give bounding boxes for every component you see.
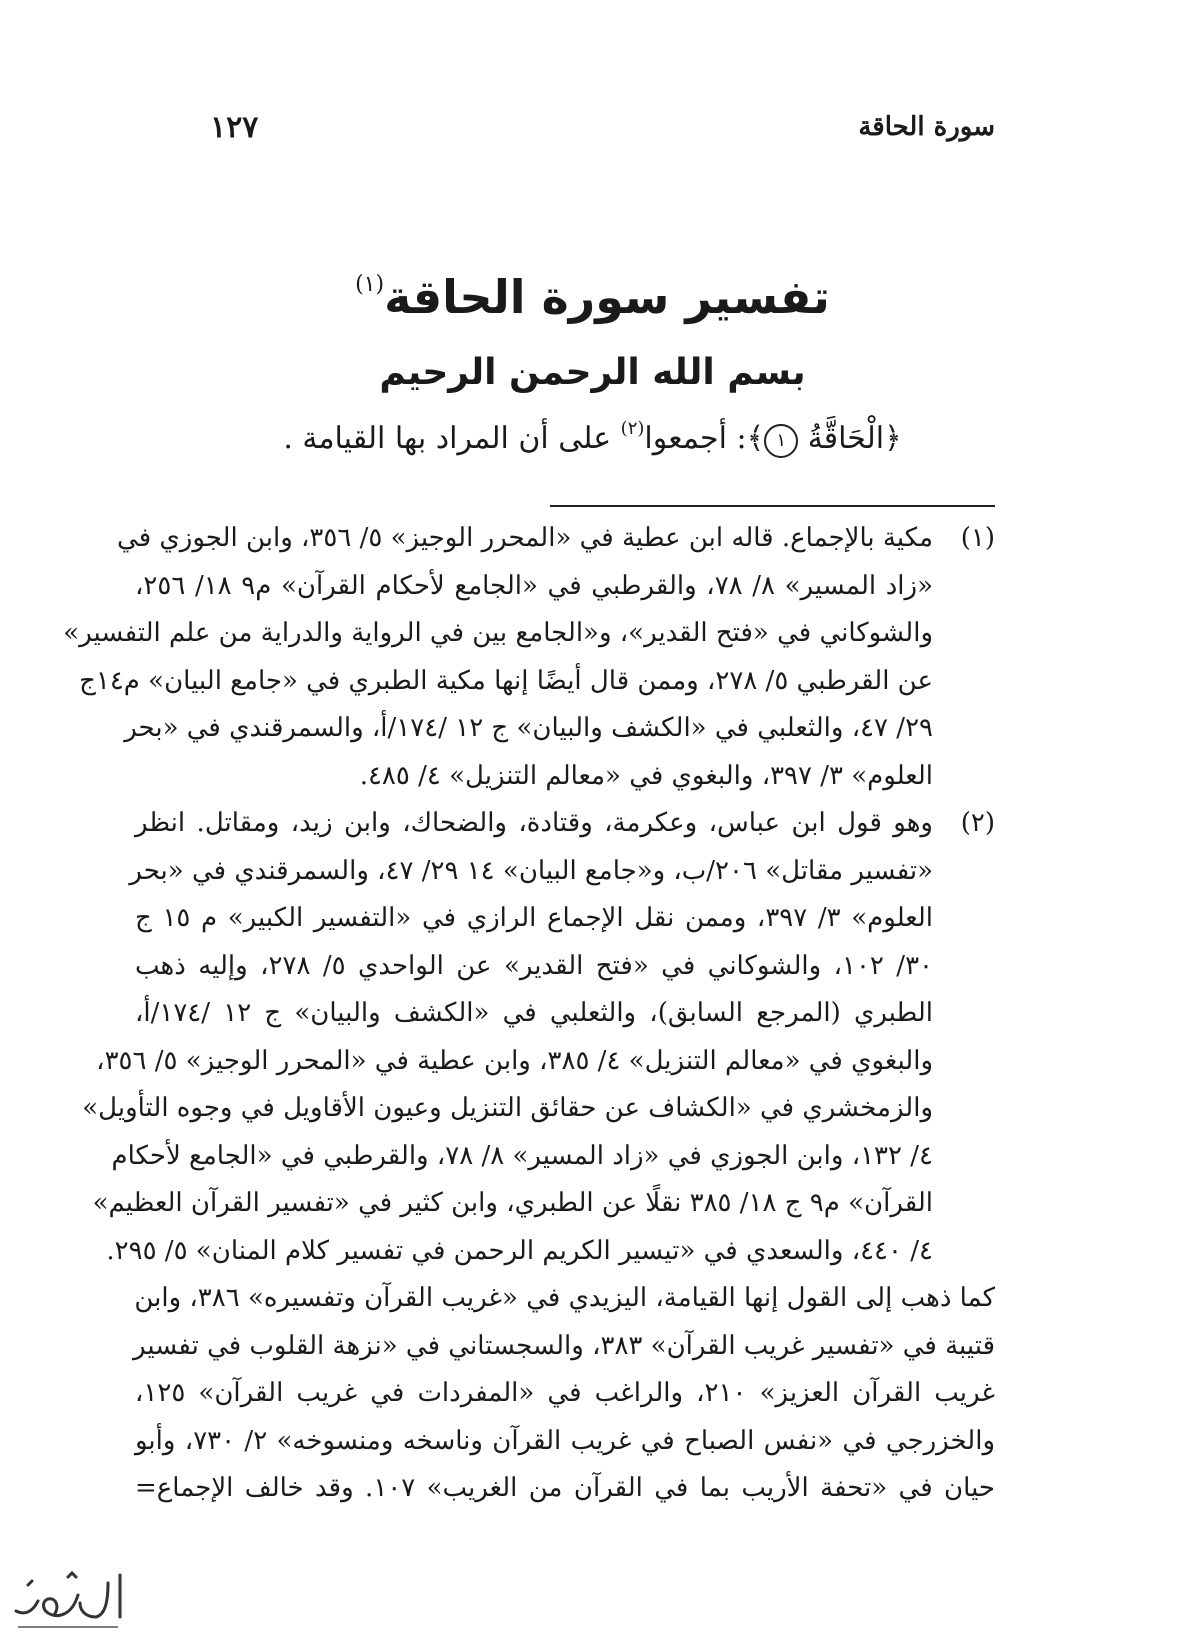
footnote-line: مكية بالإجماع. قاله ابن عطية في «المحرر الوجيز» ٥/ ٣٥٦، وابن الجوزي في [117, 523, 933, 553]
footnote-line: ٣٠/ ١٠٢، والشوكاني في «فتح القدير» عن الواحدي ٥/ ٢٧٨، وإليه ذهب [135, 950, 933, 981]
footnote-marker: (٢) [960, 808, 995, 838]
running-title: سورة الحاقة [858, 112, 995, 142]
footnote-line: كما ذهب إلى القول إنها القيامة، اليزيدي في «غريب القرآن وتفسيره» ٣٨٦، وابن [134, 1283, 995, 1313]
verse-commentary-start: : أجمعوا [644, 421, 747, 456]
verse-word: الْحَاقَّةُ [807, 421, 885, 456]
footnote-line: والزمخشري في «الكشاف عن حقائق التنزيل وعيون الأقاويل في وجوه التأويل» [82, 1093, 933, 1123]
footnote-ref-1[interactable]: (١) [355, 272, 385, 297]
ayah-number-marker: ١ [764, 424, 798, 458]
footnotes [63, 515, 995, 1513]
verse-close-bracket: ﴾ [746, 421, 765, 456]
footnote-line: العلوم» ٣/ ٣٩٧، والبغوي في «معالم التنزيل» ٤/ ٤٨٥. [359, 760, 933, 791]
footnote-line: غريب القرآن العزيز» ٢١٠، والراغب في «المفردات في غريب القرآن» ١٢٥، [135, 1378, 995, 1408]
library-logo-watermark [8, 1555, 128, 1635]
footnote-line: «زاد المسير» ٨/ ٧٨، والقرطبي في «الجامع لأحكام القرآن» م٩ ١٨/ ٢٥٦، [135, 570, 933, 601]
footnote-line: والشوكاني في «فتح القدير»، و«الجامع بين في الرواية والدراية من علم التفسير» [63, 618, 933, 648]
footnote-line: ٤/ ١٣٢، وابن الجوزي في «زاد المسير» ٨/ ٧٨، والقرطبي في «الجامع لأحكام [111, 1140, 933, 1171]
footnote-separator [550, 505, 995, 507]
footnote-line: الطبري (المرجع السابق)، والثعلبي في «الكشف والبيان» ج ١٢ /١٧٤/أ، [135, 998, 934, 1028]
footnote-line: العلوم» ٣/ ٣٩٧، وممن نقل الإجماع الرازي في «التفسير الكبير» م ١٥ ج [135, 903, 933, 933]
footnote-line: والبغوي في «معالم التنزيل» ٤/ ٣٨٥، وابن عطية في «المحرر الوجيز» ٥/ ٣٥٦، [96, 1045, 933, 1076]
footnote-line: والخزرجي في «نفس الصباح في غريب القرآن وناسخه ومنسوخه» ٢/ ٧٣٠، وأبو [135, 1425, 995, 1456]
basmala: بسم الله الرحمن الرحيم [379, 352, 806, 393]
footnote-line: قتيبة في «تفسير غريب القرآن» ٣٨٣، والسجستاني في «نزهة القلوب في تفسير [133, 1330, 995, 1361]
chapter-title [0, 270, 1185, 324]
footnote-line: «تفسير مقاتل» ٢٠٦/ب، و«جامع البيان» ١٤ ٢٩/ ٤٧، والسمرقندي في «بحر [129, 855, 933, 886]
footnote-marker: (١) [960, 523, 995, 553]
footnote-1 [63, 515, 995, 800]
verse-commentary-end: على أن المراد بها القيامة . [283, 421, 621, 456]
chapter-title-text: تفسير سورة الحاقة [384, 270, 830, 324]
footnote-line: عن القرطبي ٥/ ٢٧٨، وممن قال أيضًا إنها مكية الطبري في «جامع البيان» م١٤ج [79, 665, 933, 696]
footnote-line: القرآن» م٩ ج ١٨/ ٣٨٥ نقلًا عن الطبري، وابن كثير في «تفسير القرآن العظيم» [92, 1188, 933, 1218]
footnote-line: ٤/ ٤٤٠، والسعدي في «تيسير الكريم الرحمن في تفسير كلام المنان» ٥/ ٢٩٥. [106, 1235, 933, 1266]
page-number: ١٢٧ [210, 110, 259, 145]
verse-line [0, 418, 1185, 458]
verse-open-bracket: ﴿ [884, 421, 902, 456]
footnote-line: ٢٩/ ٤٧، والثعلبي في «الكشف والبيان» ج ١٢ /١٧٤/أ، والسمرقندي في «بحر [124, 713, 933, 743]
footnote-ref-2[interactable]: (٢) [620, 418, 645, 439]
footnote-line: حيان في «تحفة الأريب بما في القرآن من الغريب» ١٠٧. وقد خالف الإجماع= [135, 1473, 995, 1503]
footnote-2 [82, 800, 995, 1275]
footnote-2-continuation [135, 1275, 995, 1513]
footnote-line: وهو قول ابن عباس، وعكرمة، وقتادة، والضحاك، وابن زيد، ومقاتل. انظر [135, 808, 933, 838]
